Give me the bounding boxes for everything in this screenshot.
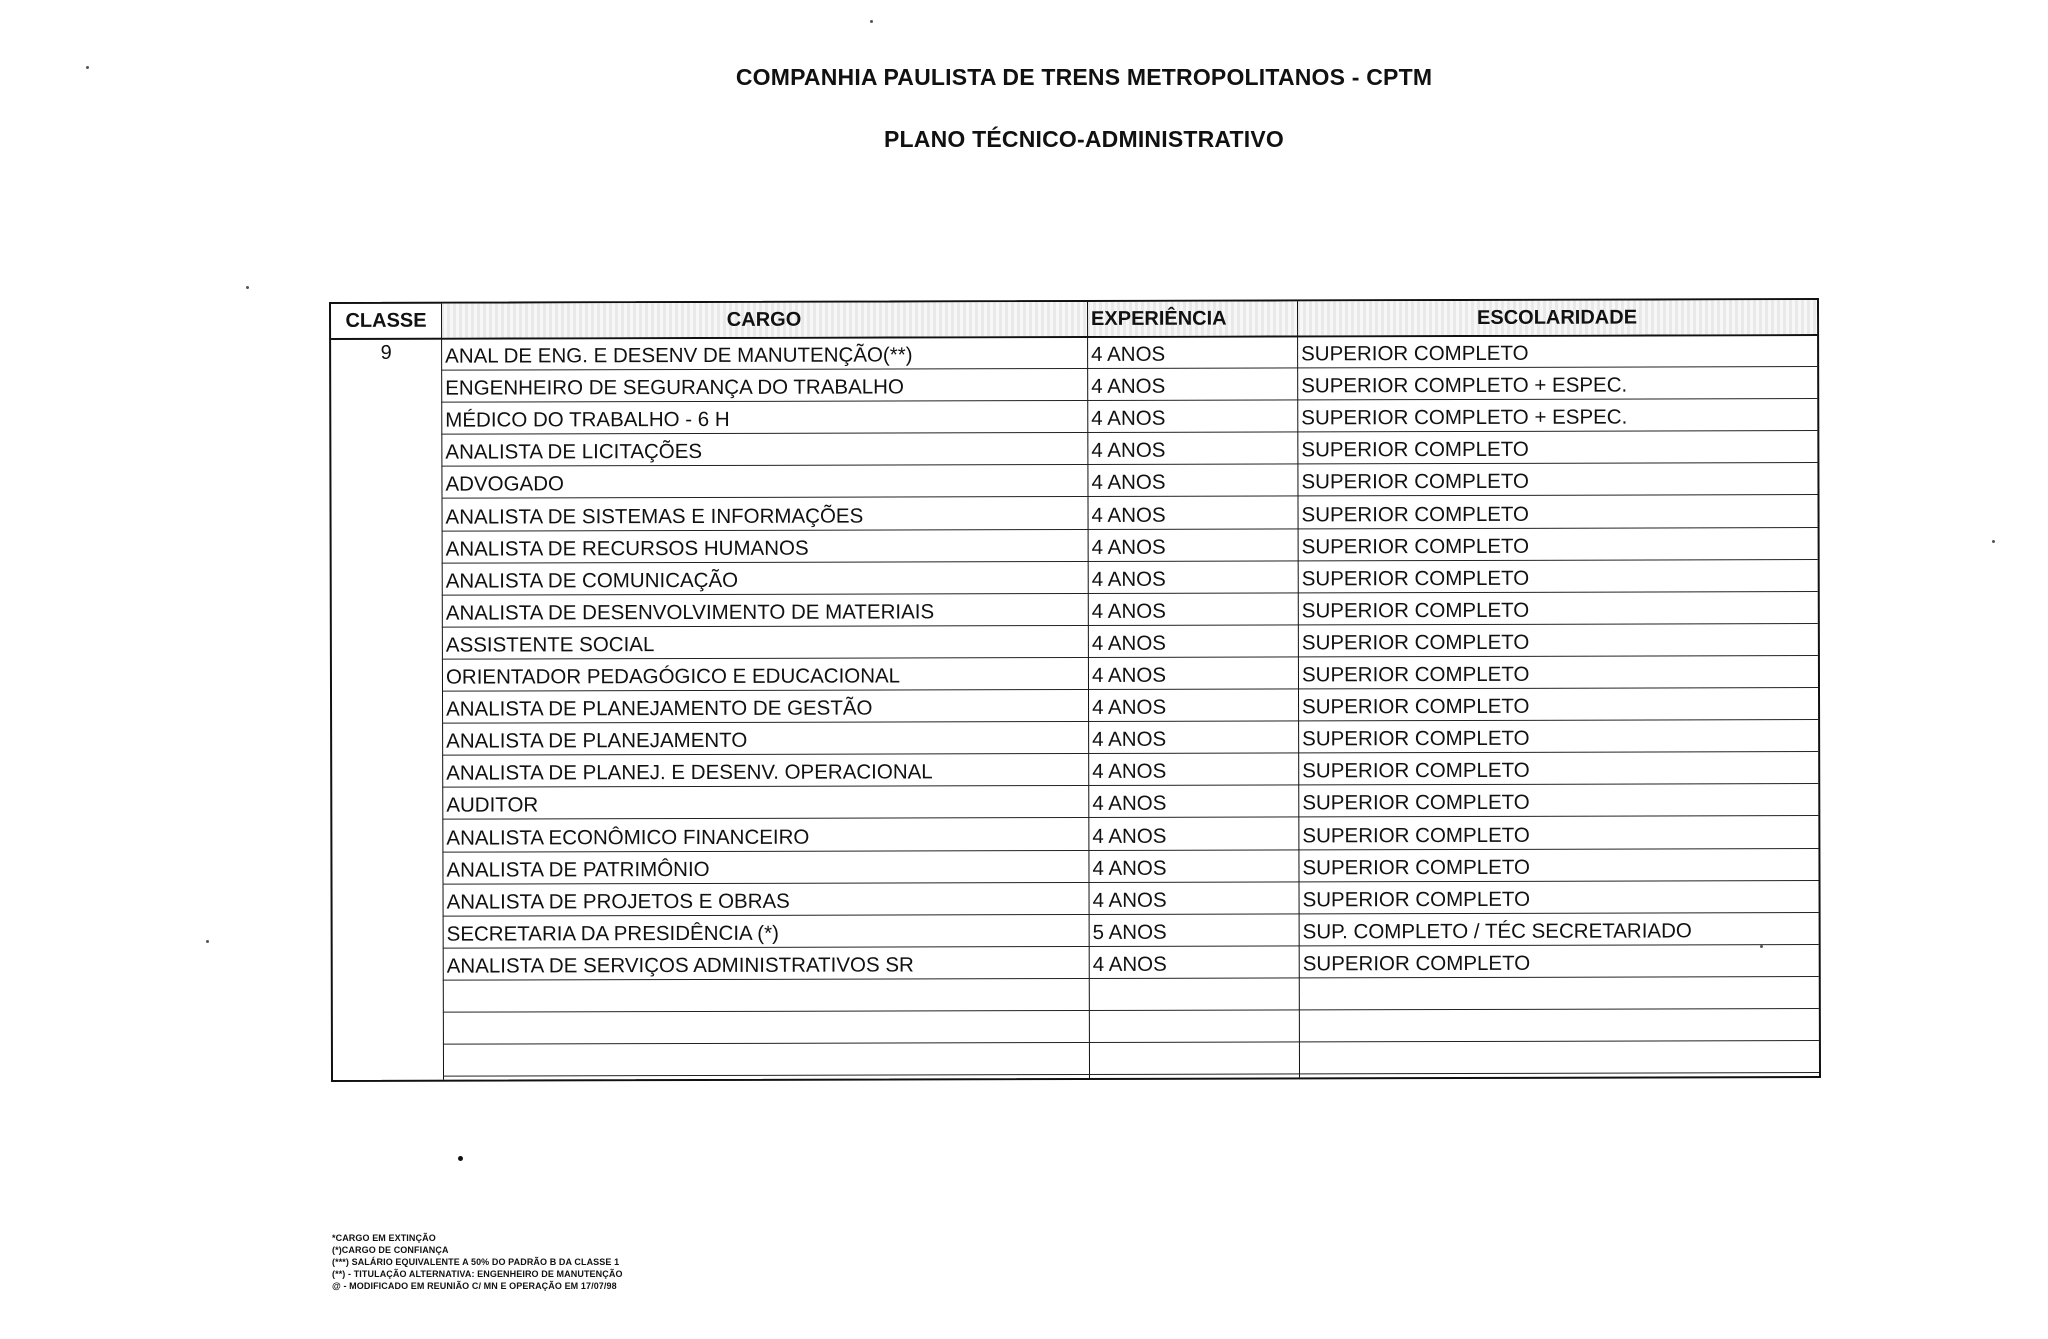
cell-escolaridade: SUPERIOR COMPLETO (1302, 887, 1531, 912)
cell-experiencia: 4 ANOS (1092, 792, 1167, 816)
table-row (442, 623, 1818, 660)
header-cargo: CARGO (441, 302, 1087, 338)
table-row (441, 495, 1817, 532)
cell-cargo: ENGENHEIRO DE SEGURANÇA DO TRABALHO (445, 375, 904, 400)
footnote-line: @ - MODIFICADO EM REUNIÃO C/ MN E OPERAÇÃO EM 17/07/98 (332, 1281, 617, 1291)
table-row (443, 1040, 1819, 1077)
scan-speck (246, 286, 249, 289)
cell-cargo: ANALISTA DE COMUNICAÇÃO (445, 568, 739, 593)
table-row (442, 816, 1818, 853)
table-row (441, 398, 1817, 435)
footnote-line: (***) SALÁRIO EQUIVALENTE A 50% DO PADRÃO B DA CLASSE 1 (332, 1257, 620, 1267)
cell-cargo (443, 1042, 1093, 1076)
cell-escolaridade: SUP. COMPLETO / TÉC SECRETARIADO (1302, 919, 1692, 944)
cell-cargo: ANALISTA DE PLANEJAMENTO DE GESTÃO (446, 696, 873, 721)
cell-experiencia: 4 ANOS (1091, 631, 1166, 655)
cell-escolaridade (1299, 1040, 1823, 1073)
cell-experiencia: 4 ANOS (1092, 952, 1167, 976)
cell-escolaridade: SUPERIOR COMPLETO (1302, 694, 1530, 719)
cell-escolaridade (1299, 1008, 1823, 1041)
cell-escolaridade: SUPERIOR COMPLETO (1301, 630, 1530, 655)
document-title: COMPANHIA PAULISTA DE TRENS METROPOLITANOS - CPTM (735, 64, 1433, 90)
cell-cargo: ANAL DE ENG. E DESENV DE MANUTENÇÃO(**) (445, 343, 913, 368)
table-row (441, 462, 1817, 499)
cell-cargo (443, 978, 1093, 1012)
scan-speck (86, 66, 89, 69)
cell-escolaridade: SUPERIOR COMPLETO (1301, 502, 1530, 526)
cargo-table (329, 298, 1821, 1082)
cell-experiencia (1089, 1009, 1303, 1042)
table-row (442, 751, 1818, 788)
cell-cargo (443, 1010, 1093, 1044)
cell-cargo: ORIENTADOR PEDAGÓGICO E EDUCACIONAL (445, 664, 901, 689)
cell-cargo: SECRETARIA DA PRESIDÊNCIA (*) (446, 921, 779, 946)
scan-speck (206, 940, 209, 943)
table-row (443, 1008, 1819, 1045)
cell-experiencia: 4 ANOS (1092, 824, 1167, 848)
cell-escolaridade: SUPERIOR COMPLETO (1301, 662, 1530, 687)
cell-escolaridade: SUPERIOR COMPLETO (1302, 823, 1530, 847)
cell-escolaridade: SUPERIOR COMPLETO (1301, 470, 1529, 494)
cell-escolaridade (1299, 976, 1823, 1009)
cell-experiencia: 4 ANOS (1091, 471, 1166, 495)
cell-experiencia: 4 ANOS (1091, 439, 1166, 463)
cell-cargo: AUDITOR (446, 793, 539, 818)
cell-experiencia: 4 ANOS (1091, 567, 1166, 591)
table-row (441, 366, 1817, 403)
cell-experiencia (1089, 1042, 1303, 1075)
cell-escolaridade: SUPERIOR COMPLETO + ESPEC. (1301, 405, 1628, 430)
cell-experiencia: 4 ANOS (1091, 503, 1166, 527)
table-row (442, 719, 1818, 756)
footnotes (332, 1232, 623, 1292)
table-row (442, 527, 1818, 564)
cell-experiencia: 4 ANOS (1092, 888, 1167, 912)
table-row (441, 334, 1817, 371)
cell-cargo: ANALISTA DE PLANEJAMENTO (446, 729, 748, 753)
cell-escolaridade: SUPERIOR COMPLETO (1302, 726, 1530, 751)
table-row (442, 783, 1818, 820)
cell-cargo: MÉDICO DO TRABALHO - 6 H (445, 408, 730, 432)
table-row (442, 848, 1818, 885)
cell-cargo: ANALISTA DE PATRIMÔNIO (446, 857, 710, 882)
classe-value: 9 (380, 341, 392, 364)
cell-escolaridade: SUPERIOR COMPLETO (1302, 791, 1530, 815)
cell-experiencia: 4 ANOS (1091, 535, 1166, 559)
cell-cargo: ANALISTA DE SERVIÇOS ADMINISTRATIVOS SR (446, 953, 914, 978)
cell-experiencia: 4 ANOS (1092, 760, 1167, 784)
document-subtitle: PLANO TÉCNICO-ADMINISTRATIVO (884, 126, 1284, 152)
cell-escolaridade: SUPERIOR COMPLETO (1301, 438, 1529, 462)
cell-cargo: ANALISTA DE DESENVOLVIMENTO DE MATERIAIS (445, 600, 935, 625)
cell-escolaridade: SUPERIOR COMPLETO (1302, 759, 1530, 783)
table-row (442, 655, 1818, 692)
cell-experiencia: 4 ANOS (1091, 599, 1166, 623)
table-row (442, 559, 1818, 596)
cell-escolaridade: SUPERIOR COMPLETO (1301, 534, 1530, 558)
cell-experiencia: 4 ANOS (1091, 406, 1166, 431)
header-experiencia: EXPERIÊNCIA (1087, 301, 1297, 336)
table-row (443, 880, 1819, 917)
cell-cargo: ANALISTA DE PROJETOS E OBRAS (446, 889, 790, 914)
cell-cargo: ANALISTA DE SISTEMAS E INFORMAÇÕES (445, 504, 864, 529)
cell-experiencia: 4 ANOS (1091, 663, 1167, 687)
scan-speck (1992, 540, 1995, 543)
scan-speck (1760, 945, 1763, 948)
table-row (441, 430, 1817, 467)
scan-speck (458, 1156, 463, 1161)
cell-escolaridade: SUPERIOR COMPLETO (1301, 566, 1530, 591)
cell-experiencia: 4 ANOS (1092, 695, 1167, 720)
header-classe: CLASSE (345, 309, 427, 332)
table-row (443, 976, 1819, 1013)
cell-escolaridade: SUPERIOR COMPLETO (1301, 341, 1529, 366)
header-escolaridade: ESCOLARIDADE (1297, 300, 1817, 335)
footnote-line: (*)CARGO DE CONFIANÇA (332, 1245, 449, 1255)
cell-cargo: ANALISTA ECONÔMICO FINANCEIRO (446, 825, 810, 850)
cell-escolaridade: SUPERIOR COMPLETO (1302, 855, 1530, 879)
cell-experiencia: 4 ANOS (1091, 342, 1166, 366)
cell-experiencia: 4 ANOS (1091, 374, 1166, 399)
table-row (442, 591, 1818, 628)
cell-cargo: ANALISTA DE PLANEJ. E DESENV. OPERACIONAL (446, 760, 933, 785)
cell-escolaridade: SUPERIOR COMPLETO (1301, 598, 1530, 623)
cell-escolaridade: SUPERIOR COMPLETO + ESPEC. (1301, 373, 1628, 398)
cell-cargo: ANALISTA DE RECURSOS HUMANOS (445, 536, 809, 561)
cell-escolaridade: SUPERIOR COMPLETO (1302, 951, 1531, 976)
table-row (442, 687, 1818, 724)
cell-experiencia: 4 ANOS (1092, 727, 1167, 752)
cell-experiencia: 4 ANOS (1092, 856, 1167, 880)
scan-speck (870, 20, 873, 23)
table-row (443, 912, 1819, 949)
footnote-line: (**) - TITULAÇÃO ALTERNATIVA: ENGENHEIRO DE MANUTENÇÃO (332, 1269, 623, 1279)
cell-cargo: ADVOGADO (445, 472, 564, 497)
cell-cargo: ANALISTA DE LICITAÇÕES (445, 440, 703, 464)
cell-experiencia (1089, 977, 1303, 1010)
footnote-line: *CARGO EM EXTINÇÃO (332, 1233, 436, 1243)
cell-cargo: ASSISTENTE SOCIAL (445, 632, 655, 657)
cell-experiencia: 5 ANOS (1092, 920, 1167, 944)
table-row (443, 944, 1819, 981)
